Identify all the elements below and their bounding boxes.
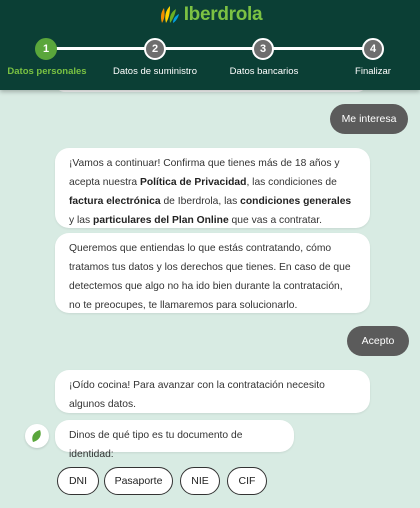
step-3-label: Datos bancarios [229,66,299,77]
option-cif-button[interactable] [227,467,267,495]
general-conditions-link[interactable]: condiciones generales [240,196,352,207]
step-4-label: Finalizar [355,66,391,77]
step-1-number: 1 [42,43,50,55]
step-2-label: Datos de suministro [113,66,197,77]
brand-name: Iberdrola [183,4,263,25]
brand-logo[interactable] [0,4,420,26]
document-type-question: Dinos de qué tipo es tu documento de identidad: [69,430,243,460]
consent-text-3: de Iberdrola, las [160,196,241,207]
user-reply-me-interesa [330,104,408,134]
consent-text-5: que vas a contratar. [228,215,322,226]
progress-track [46,47,374,50]
step-4-indicator[interactable] [362,38,384,60]
step-2-number: 2 [151,43,159,55]
user-reply-text: Acepto [361,335,395,347]
option-label: NIE [191,475,209,487]
online-plan-conditions-link[interactable]: particulares del Plan Online [93,215,229,226]
bot-avatar [25,424,49,448]
step-1-label: Datos personales [7,66,87,77]
privacy-policy-link[interactable]: Política de Privacidad [139,177,247,188]
option-label: DNI [68,475,88,487]
e-invoice-link[interactable]: factura electrónica [69,196,161,207]
option-label: Pasaporte [114,475,163,487]
user-reply-text: Me interesa [341,113,397,125]
step-2-indicator[interactable] [144,38,166,60]
bot-message-data-explanation [55,233,370,313]
consent-text-4: y las [69,215,94,226]
step-3-indicator[interactable] [252,38,274,60]
option-dni-button[interactable] [57,467,99,495]
oido-cocina-text: ¡Oído cocina! Para avanzar con la contratación necesito algunos datos. [69,380,325,410]
option-nie-button[interactable] [180,467,220,495]
iberdrola-leaf-logo-icon [158,5,180,25]
option-label: CIF [238,475,256,487]
bot-message-consent [55,148,370,228]
bot-message-document-type [55,420,294,460]
step-3-number: 3 [259,43,267,55]
step-4-number: 4 [369,43,377,55]
header-bar [0,0,420,90]
user-reply-acepto [347,326,409,356]
data-explanation-text: Queremos que entiendas lo que estás contratando, cómo tratamos tus datos y los derechos que tienes. En caso de que detectemos que algo no ha ido bien durante la contratación, no te preocupes, te llamaremos para solucionarlo. [69,243,351,311]
bot-message-oido-cocina [55,370,370,413]
step-1-indicator[interactable] [35,38,57,60]
green-leaf-icon [31,429,43,443]
consent-text-2: , las condiciones de [246,177,337,188]
option-pasaporte-button[interactable] [104,467,173,495]
consent-text-1: ¡Vamos a continuar! Confirma que tienes más de 18 años y acepta nuestra [69,158,340,188]
